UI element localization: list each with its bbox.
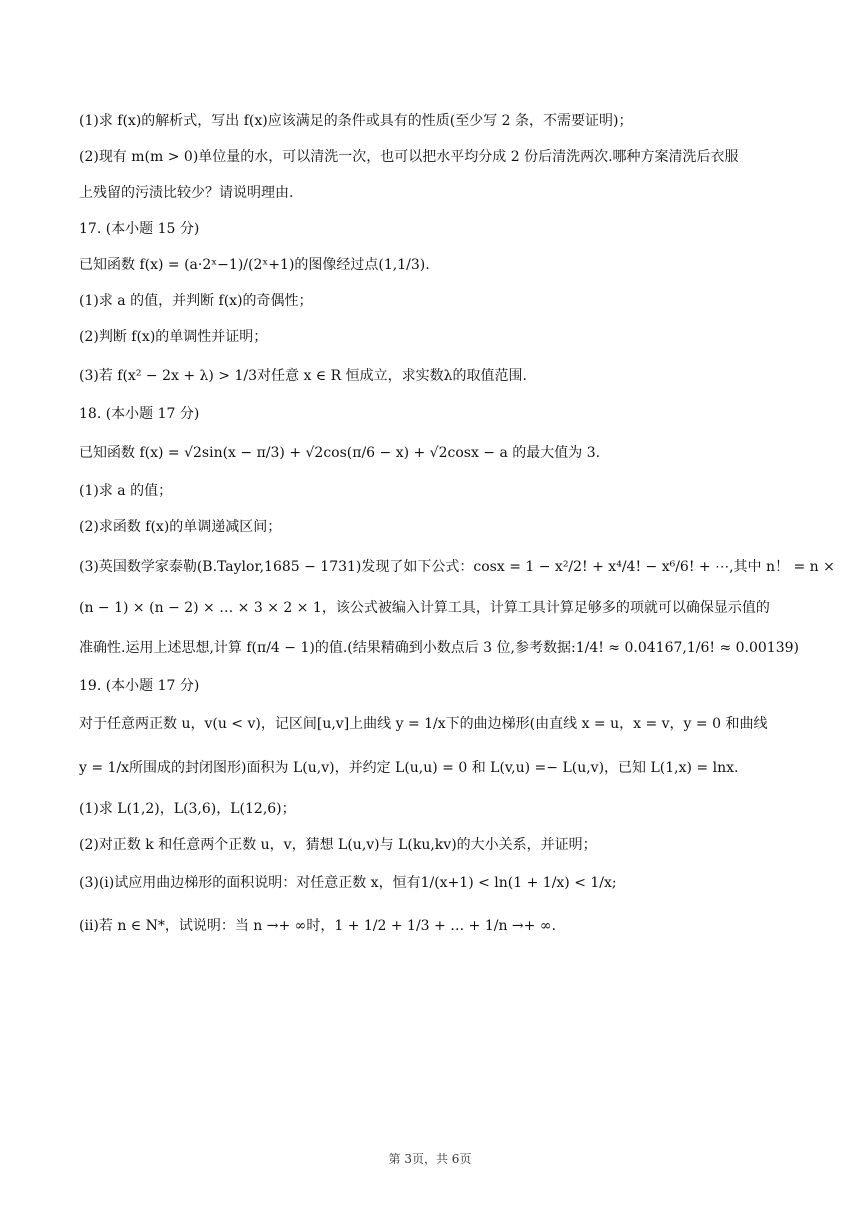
text-line: (2)求函数 f(x)的单调递减区间；	[79, 519, 282, 535]
page-number: 第 3页，共 6页	[388, 1152, 472, 1166]
text-line: (n − 1) × (n − 2) × … × 3 × 2 × 1，该公式被编入计算工具，计算工具计算足够多的项就可以确保显示值的	[79, 600, 770, 616]
text-line: 准确性.运用上述思想,计算 f(π/4 − 1)的值.(结果精确到小数点后 3 位,参考数据:1/4! ≈ 0.04167,1/6! ≈ 0.00139)	[79, 640, 799, 656]
question-heading: 18. (本小题 17 分)	[79, 406, 200, 422]
text-line: 已知函数 f(x) = (a·2ˣ−1)/(2ˣ+1)的图像经过点(1,1/3).	[79, 257, 430, 273]
text-line: (3)若 f(x² − 2x + λ) > 1/3对任意 x ∈ R 恒成立，求实数λ的取值范围.	[79, 368, 527, 384]
question-heading: 17. (本小题 15 分)	[79, 221, 200, 237]
text-line: (3)(i)试应用曲边梯形的面积说明：对任意正数 x，恒有1/(x+1) < ln(1 + 1/x) < 1/x;	[79, 875, 617, 891]
text-line: (ii)若 n ∈ N*，试说明：当 n →+ ∞时，1 + 1/2 + 1/3 + … + 1/n →+ ∞.	[79, 918, 556, 934]
text-line: 已知函数 f(x) = √2sin(x − π/3) + √2cos(π/6 − x) + √2cosx − a 的最大值为 3.	[79, 445, 601, 461]
text-line: (1)求 a 的值，并判断 f(x)的奇偶性；	[79, 293, 313, 309]
text-line: (1)求 a 的值；	[79, 483, 173, 499]
text-line: 对于任意两正数 u，v(u < v)，记区间[u,v]上曲线 y = 1/x下的曲边梯形(由直线 x = u，x = v，y = 0 和曲线	[79, 716, 768, 732]
text-line: (2)对正数 k 和任意两个正数 u，v，猜想 L(u,v)与 L(ku,kv)的大小关系，并证明；	[79, 837, 597, 853]
text-line: 上残留的污渍比较少？请说明理由.	[79, 185, 294, 201]
text-line: (2)现有 m(m > 0)单位量的水，可以清洗一次，也可以把水平均分成 2 份后清洗两次.哪种方案清洗后衣服	[79, 149, 739, 165]
text-line: (2)判断 f(x)的单调性并证明；	[79, 329, 268, 345]
text-line: (1)求 f(x)的解析式，写出 f(x)应该满足的条件或具有的性质(至少写 2 条，不需要证明)；	[79, 113, 633, 129]
question-heading: 19. (本小题 17 分)	[79, 678, 200, 694]
text-line: y = 1/x所围成的封闭图形)面积为 L(u,v)，并约定 L(u,u) = 0 和 L(v,u) =− L(u,v)，已知 L(1,x) = lnx.	[79, 760, 739, 776]
text-line: (1)求 L(1,2)，L(3,6)，L(12,6)；	[79, 801, 296, 817]
text-line: (3)英国数学家泰勒(B.Taylor,1685 − 1731)发现了如下公式：cosx = 1 − x²/2! + x⁴/4! − x⁶/6! + ⋯,其中 n！ = n ×	[79, 559, 835, 575]
